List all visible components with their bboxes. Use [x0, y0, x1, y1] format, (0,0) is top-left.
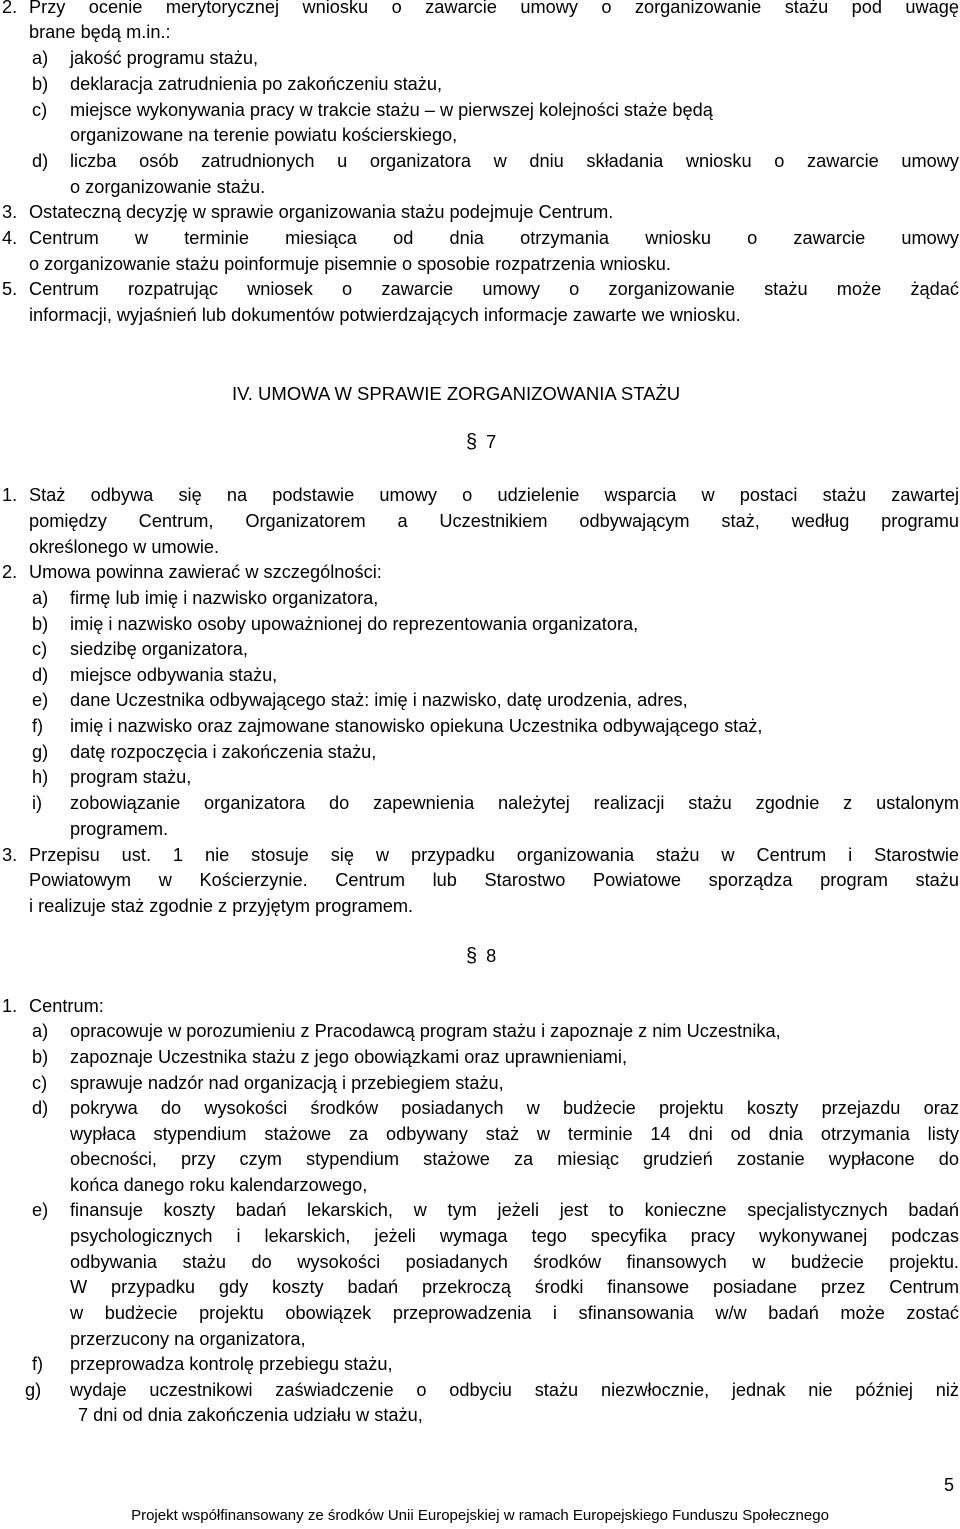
p7-label-c: c)	[32, 639, 48, 659]
p8-list-item-e-line-6: przerzucony na organizatora,	[70, 1329, 306, 1349]
p7-list-item-e: dane Uczestnika odbywającego staż: imię i nazwisko, datę urodzenia, adres,	[70, 690, 688, 710]
page-number: 5	[943, 1475, 954, 1495]
list-item-c-line-1: miejsce wykonywania pracy w trakcie stażu – w pierwszej kolejności staże będą	[70, 100, 713, 120]
p7-label-g: g)	[32, 742, 49, 762]
p8-list-item-d-line-1: pokrywa do wysokości środków posiadanych w budżecie projektu koszty przejazdu oraz	[70, 1098, 959, 1118]
p7-list-item-g: datę rozpoczęcia i zakończenia stażu,	[70, 742, 377, 762]
item-2-line-1: Przy ocenie merytorycznej wniosku o zawarcie umowy o zorganizowanie stażu pod uwagę	[29, 0, 959, 17]
list-label-b: b)	[32, 74, 49, 94]
item-3-number: 3.	[2, 202, 18, 222]
p8-list-item-d-line-2: wypłaca stypendium stażowe za odbywany staż w terminie 14 dni od dnia otrzymania listy	[70, 1124, 959, 1144]
item-4-line-2: o zorganizowanie stażu poinformuje pisemnie o sposobie rozpatrzenia wniosku.	[29, 254, 671, 274]
list-item-a: jakość programu stażu,	[70, 48, 259, 68]
section-sign: §	[466, 945, 478, 967]
paragraph-7-heading	[466, 430, 496, 456]
item-3-text: Ostateczną decyzję w sprawie organizowania stażu podejmuje Centrum.	[29, 202, 614, 222]
p8-list-item-e-line-4: W przypadku gdy koszty badań przekroczą środki finansowe posiadane przez Centrum	[70, 1277, 959, 1297]
p7-list-item-i-line-2: programem.	[70, 819, 169, 839]
p7-list-item-a: firmę lub imię i nazwisko organizatora,	[70, 588, 379, 608]
list-label-d: d)	[32, 151, 49, 171]
p8-item-1-number: 1.	[2, 996, 18, 1016]
p8-item-1-text: Centrum:	[29, 996, 104, 1016]
p8-label-f: f)	[32, 1354, 44, 1374]
p7-item-1-number: 1.	[2, 485, 18, 505]
p8-list-item-e-line-2: psychologicznych i lekarskich, jeżeli wymaga tego specyfika pracy wykonywanej podczas	[70, 1226, 959, 1246]
item-4-number: 4.	[2, 228, 18, 248]
p8-list-item-c: sprawuje nadzór nad organizacją i przebiegiem stażu,	[70, 1073, 504, 1093]
list-item-b: deklaracja zatrudnienia po zakończeniu stażu,	[70, 74, 443, 94]
p8-list-item-d-line-3: obecności, przy czym stypendium stażowe za miesiąc grudzień zostanie wypłacone do	[70, 1149, 959, 1169]
item-5-line-2: informacji, wyjaśnień lub dokumentów potwierdzających informacje zawarte we wniosku.	[29, 305, 741, 325]
p7-label-d: d)	[32, 665, 49, 685]
list-item-d-line-2: o zorganizowanie stażu.	[70, 177, 266, 197]
p7-list-item-b: imię i nazwisko osoby upoważnionej do reprezentowania organizatora,	[70, 614, 639, 634]
p7-item-1-line-3: określonego w umowie.	[29, 537, 220, 557]
paragraph-7-number: 7	[486, 432, 497, 452]
paragraph-8-heading	[466, 944, 496, 970]
p7-item-1-line-1: Staż odbywa się na podstawie umowy o udzielenie wsparcia w postaci stażu zawartej	[29, 485, 959, 505]
p8-label-c: c)	[32, 1073, 48, 1093]
paragraph-8-number: 8	[486, 946, 497, 966]
p8-label-g: g)	[25, 1380, 42, 1400]
p7-list-item-h: program stażu,	[70, 767, 192, 787]
p8-list-item-e-line-3: odbywania stażu do wysokości posiadanych środków finansowych w budżecie projektu.	[70, 1252, 959, 1272]
item-5-number: 5.	[2, 279, 18, 299]
p7-list-item-c: siedzibę organizatora,	[70, 639, 248, 659]
p7-list-item-i-line-1: zobowiązanie organizatora do zapewnienia należytej realizacji stażu zgodnie z ustalonym	[70, 793, 959, 813]
p7-item-3-number: 3.	[2, 845, 18, 865]
page-footer: Projekt współfinansowany ze środków Unii Europejskiej w ramach Europejskiego Funduszu Społecznego	[131, 1507, 829, 1524]
p8-label-d: d)	[32, 1098, 49, 1118]
p7-item-2-text: Umowa powinna zawierać w szczególności:	[29, 562, 382, 582]
p7-item-1-line-2: pomiędzy Centrum, Organizatorem a Uczestnikiem odbywającym staż, według programu	[29, 511, 959, 531]
item-4-line-1: Centrum w terminie miesiąca od dnia otrzymania wniosku o zawarcie umowy	[29, 228, 959, 248]
p8-list-item-a: opracowuje w porozumieniu z Pracodawcą program stażu i zapoznaje z nim Uczestnika,	[70, 1021, 781, 1041]
p8-list-item-e-line-5: w budżecie projektu obowiązek przeprowadzenia i sfinansowania w/w badań może zostać	[70, 1303, 959, 1323]
p8-list-item-d-line-4: końca danego roku kalendarzowego,	[70, 1175, 368, 1195]
p7-label-f: f)	[32, 716, 44, 736]
p7-label-b: b)	[32, 614, 49, 634]
p7-label-a: a)	[32, 588, 49, 608]
section-heading: IV. UMOWA W SPRAWIE ZORGANIZOWANIA STAŻU	[232, 383, 681, 404]
p7-item-3-line-1: Przepisu ust. 1 nie stosuje się w przypadku organizowania stażu w Centrum i Starostwie	[29, 845, 959, 865]
p7-label-i: i)	[32, 793, 43, 813]
p7-item-2-number: 2.	[2, 562, 18, 582]
list-label-c: c)	[32, 100, 48, 120]
item-2-number: 2.	[2, 0, 18, 17]
section-sign: §	[466, 431, 478, 453]
p8-list-item-g-line-2: 7 dni od dnia zakończenia udziału w stażu,	[78, 1405, 423, 1425]
p7-item-3-line-2: Powiatowym w Kościerzynie. Centrum lub Starostwo Powiatowe sporządza program stażu	[29, 870, 959, 890]
p8-list-item-f: przeprowadza kontrolę przebiegu stażu,	[70, 1354, 393, 1374]
p7-label-e: e)	[32, 690, 49, 710]
list-item-d-line-1: liczba osób zatrudnionych u organizatora w dniu składania wniosku o zawarcie umowy	[70, 151, 959, 171]
item-2-line-2: brane będą m.in.:	[29, 22, 171, 42]
list-item-c-line-2: organizowane na terenie powiatu kościerskiego,	[70, 125, 458, 145]
p8-label-b: b)	[32, 1047, 49, 1067]
p7-list-item-f: imię i nazwisko oraz zajmowane stanowisko opiekuna Uczestnika odbywającego staż,	[70, 716, 763, 736]
item-5-line-1: Centrum rozpatrując wniosek o zawarcie umowy o zorganizowanie stażu może żądać	[29, 279, 959, 299]
p7-item-3-line-3: i realizuje staż zgodnie z przyjętym programem.	[29, 896, 414, 916]
p7-label-h: h)	[32, 767, 49, 787]
p8-list-item-b: zapoznaje Uczestnika stażu z jego obowiązkami oraz uprawnieniami,	[70, 1047, 628, 1067]
p8-list-item-g-line-1: wydaje uczestnikowi zaświadczenie o odbyciu stażu niezwłocznie, jednak nie później niż	[70, 1380, 959, 1400]
list-label-a: a)	[32, 48, 49, 68]
p8-list-item-e-line-1: finansuje koszty badań lekarskich, w tym jeżeli jest to konieczne specjalistycznych badań	[70, 1200, 959, 1220]
p8-label-e: e)	[32, 1200, 49, 1220]
p8-label-a: a)	[32, 1021, 49, 1041]
p7-list-item-d: miejsce odbywania stażu,	[70, 665, 278, 685]
